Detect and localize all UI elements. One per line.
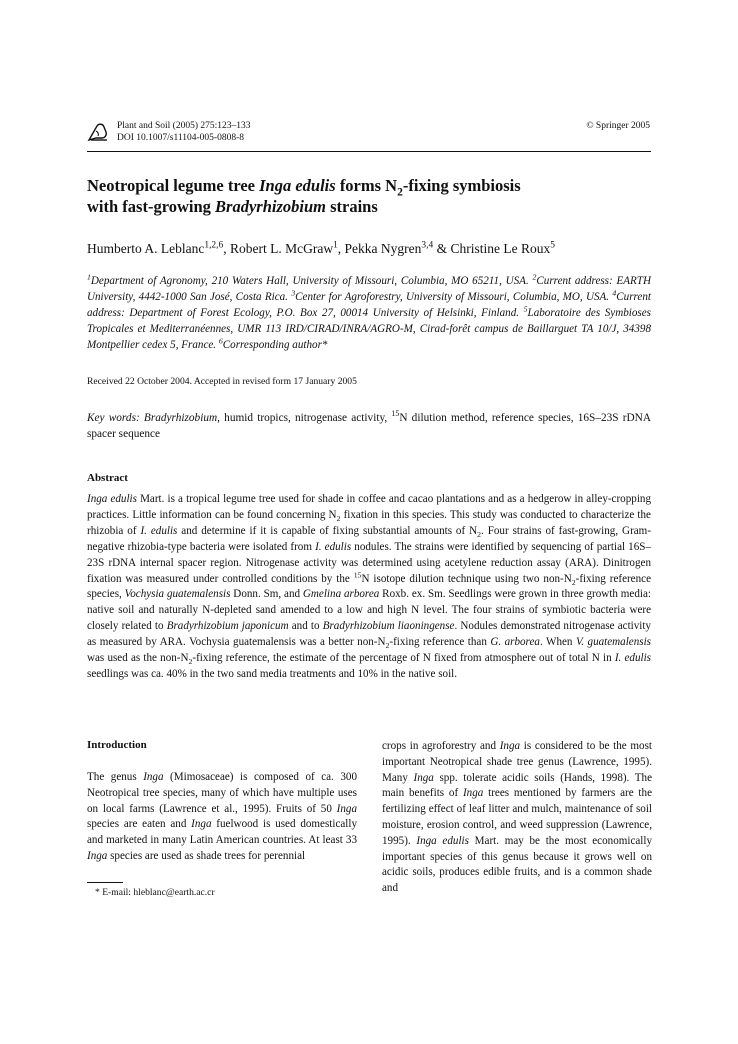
copyright-notice: © Springer 2005	[586, 121, 650, 131]
introduction-heading: Introduction	[87, 739, 147, 751]
keywords: Key words: Bradyrhizobium, humid tropics, nitrogenase activity, $^{15}$N dilution method, reference species, 16S–23S rDNA spacer sequence	[87, 409, 651, 440]
introduction-column-right: crops in agroforestry and Inga is considered to be the most important Neotropical shade tree genus (Lawrence, 1995). Many Inga spp. tolerate acidic soils (Hands, 1998). The main benefits of Inga trees mentioned by farmers are the fertilizing effect of leaf litter and mulch, maintenance of soil moisture, erosion control, and weed suppression (Lawrence, 1995). Inga edulis Mart. may be the most economically important species of this genus because it grows well on acidic soils, produces edible fruits, and is a common shade and	[382, 740, 653, 895]
received-dates: Received 22 October 2004. Accepted in revised form 17 January 2005	[87, 376, 357, 387]
footnote-divider	[87, 882, 123, 883]
journal-line: Plant and Soil (2005) 275:123–133	[117, 121, 251, 131]
title-line-1: Neotropical legume tree Inga edulis forms $N_2$-fixing symbiosis	[87, 176, 521, 199]
paper-title	[87, 175, 651, 217]
title-line-2: with fast-growing Bradyrhizobium strains	[87, 197, 378, 216]
doi-line: DOI 10.1007/s11104-005-0808-8	[117, 133, 245, 143]
springer-logo-icon	[87, 122, 109, 144]
journal-citation	[117, 120, 251, 144]
affiliations: $^1$Department of Agronomy, 210 Waters Hall, University of Missouri, Columbia, MO 65211, USA. $^2$Current address: EARTH University, 4442-1000 San José, Costa Rica. $^3$Center for Agroforestry, University of Missouri, Columbia, MO, USA. $^4$Current address: Department of Forest Ecology, P.O. Box 27, 00014 University of Helsinki, Finland. $^5$Laboratoire des Symbioses Tropicales et Mediterranéennes, UMR 113 IRD/CIRAD/INRA/AGRO-M, Cirad-forêt campus de Baillarguet TA 10/J, 34398 Montpellier cedex 5, France. $^6$Corresponding author*	[87, 272, 651, 351]
abstract-text: Inga edulis Mart. is a tropical legume tree used for shade in coffee and cacao plantations and as a hedgerow in alley-cropping practices. Little information can be found concerning $N_2$ fixation in this species. This study was conducted to characterize the rhizobia of I. edulis and determine if it is capable of fixing substantial amounts of $N_2$. Four strains of fast-growing, Gram-negative rhizobia-type bacteria were isolated from I. edulis nodules. The strains were identified by sequencing of partial 16S–23S rDNA internal spacer region. Nitrogenase activity was determined using acetylene reduction assay (ARA). Dinitrogen fixation was measured under controlled conditions by the $^{15}$N isotope dilution technique using two non-$N_2$-fixing reference species, Vochysia guatemalensis Donn. Sm, and Gmelina arborea Roxb. ex. Sm. Seedlings were grown in three growth media: native soil and naturally N-depleted sand amended to a low and high N level. The four strains of symbiotic bacteria were closely related to Bradyrhizobium japonicum and to Bradyrhizobium liaoningense. Nodules demonstrated nitrogenase activity as measured by ARA. Vochysia guatemalensis was a better non-$N_2$-fixing reference than G. arborea. When V. guatemalensis was used as the non-$N_2$-fixing reference, the estimate of the percentage of N fixed from atmosphere out of total N in I. edulis seedlings was ca. 40% in the two sand media treatments and 10% in the native soil.	[87, 493, 652, 680]
introduction-column-left: The genus Inga (Mimosaceae) is composed of ca. 300 Neotropical tree species, many of which have multiple uses on local farms (Lawrence et al., 1995). Fruits of 50 Inga species are eaten and Inga fuelwood is used domestically and marketed in many Latin American countries. At least 33 Inga species are used as shade trees for perennial	[87, 771, 358, 862]
footnote-email: * E-mail: hleblanc@earth.ac.cr	[95, 887, 215, 898]
header-divider	[87, 151, 651, 152]
author-list: Humberto A. Leblanc$^{1,2,6}$, Robert L. McGraw$^1$, Pekka Nygren$^{3,4}$ & Christine Le Roux$^5$	[87, 240, 555, 256]
abstract-heading: Abstract	[87, 472, 128, 484]
